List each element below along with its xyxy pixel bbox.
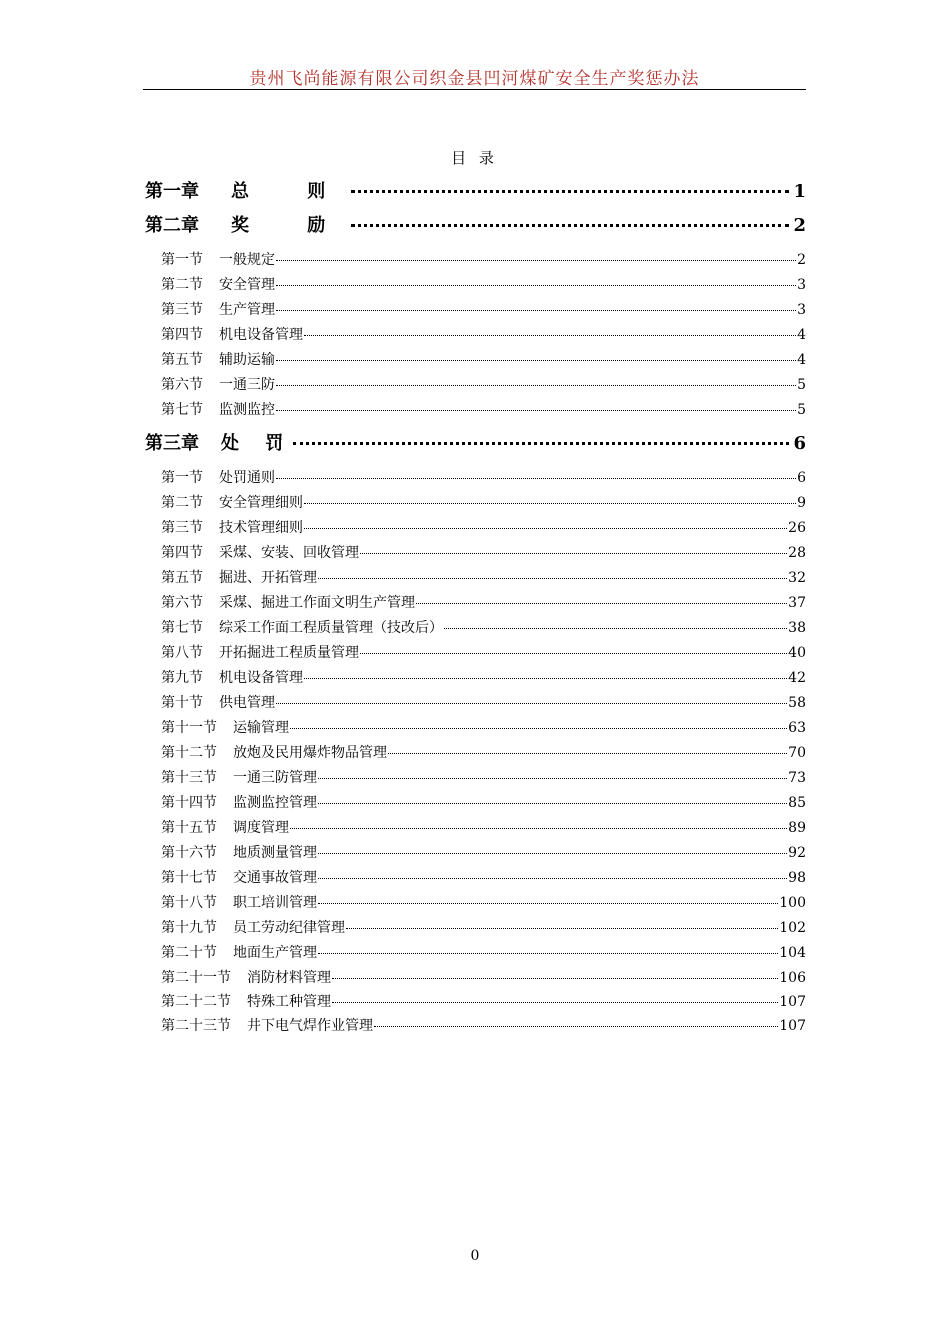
toc-entry-label: 奖 励 [231,215,352,236]
toc-entry-number: 第十九节 [161,920,217,936]
toc-section-entry[interactable] [161,918,806,938]
toc-entry-label: 综采工作面工程质量管理（技改后） [219,620,443,636]
toc-entry-page: 98 [788,870,806,886]
toc-entry-page: 3 [797,302,806,318]
toc-section-entry[interactable] [161,693,806,713]
toc-dot-leader [416,603,787,604]
toc-entry-label: 地面生产管理 [233,945,317,961]
toc-entry-label: 处 罚 [221,433,294,454]
toc-entry-page: 32 [788,570,806,586]
toc-entry-page: 6 [797,470,806,486]
toc-entry-label: 一通三防管理 [233,770,317,786]
toc-section-entry[interactable] [161,843,806,863]
toc-entry-number: 第二十一节 [161,970,231,986]
toc-entry-label: 调度管理 [233,820,289,836]
toc-dot-leader [360,653,787,654]
toc-entry-page: 4 [797,327,806,343]
toc-entry-page: 9 [797,495,806,511]
toc-dot-leader [290,828,787,829]
toc-entry-page: 63 [788,720,806,736]
toc-entry-label: 消防材料管理 [247,970,331,986]
toc-dot-leader [276,360,796,361]
toc-entry-label: 一般规定 [219,252,275,268]
toc-entry-label: 处罚通则 [219,470,275,486]
toc-entry-number: 第十八节 [161,895,217,911]
toc-section-entry[interactable] [161,543,806,563]
toc-entry-number: 第三节 [161,520,203,536]
toc-entry-label: 地质测量管理 [233,845,317,861]
toc-dot-leader [318,778,787,779]
toc-dot-leader [276,310,796,311]
toc-section-entry[interactable] [161,893,806,913]
toc-dot-leader [318,853,787,854]
toc-entry-label: 掘进、开拓管理 [219,570,317,586]
toc-dot-leader [318,903,778,904]
toc-entry-label: 交通事故管理 [233,870,317,886]
toc-entry-page: 38 [788,620,806,636]
toc-entry-page: 70 [788,745,806,761]
toc-entry-page: 26 [788,520,806,536]
toc-entry-label: 安全管理 [219,277,275,293]
toc-entry-number: 第五节 [161,352,203,368]
toc-section-entry[interactable] [161,793,806,813]
toc-entry-label: 监测监控 [219,402,275,418]
toc-entry-number: 第十七节 [161,870,217,886]
toc-chapter-entry[interactable] [145,180,806,204]
toc-dot-leader [304,528,787,529]
toc-entry-number: 第六节 [161,595,203,611]
toc-entry-page: 28 [788,545,806,561]
toc-chapter-entry[interactable] [145,214,806,238]
toc-entry-page: 1 [793,181,806,202]
toc-chapter-entry[interactable] [145,432,806,456]
toc-entry-page: 100 [779,895,806,911]
toc-entry-page: 73 [788,770,806,786]
toc-entry-label: 井下电气焊作业管理 [247,1018,373,1034]
toc-entry-number: 第七节 [161,402,203,418]
toc-entry-label: 生产管理 [219,302,275,318]
table-of-contents [143,0,806,1344]
toc-entry-page: 107 [779,994,806,1010]
toc-section-entry[interactable] [161,468,806,488]
toc-section-entry[interactable] [161,643,806,663]
toc-dot-leader [304,503,796,504]
toc-entry-number: 第四节 [161,327,203,343]
toc-section-entry[interactable] [161,400,806,420]
toc-entry-label: 运输管理 [233,720,289,736]
toc-entry-number: 第一章 [145,181,199,202]
toc-entry-number: 第二章 [145,215,199,236]
toc-entry-number: 第一节 [161,470,203,486]
toc-entry-label: 辅助运输 [219,352,275,368]
toc-entry-number: 第四节 [161,545,203,561]
toc-entry-number: 第十一节 [161,720,217,736]
toc-entry-number: 第二十节 [161,945,217,961]
toc-section-entry[interactable] [161,818,806,838]
toc-entry-number: 第三章 [145,433,199,454]
toc-entry-label: 采煤、安装、回收管理 [219,545,359,561]
toc-entry-number: 第九节 [161,670,203,686]
toc-section-entry[interactable] [161,568,806,588]
toc-dot-leader [304,335,796,336]
toc-section-entry[interactable] [161,325,806,345]
toc-section-entry[interactable] [161,868,806,888]
toc-entry-page: 58 [788,695,806,711]
toc-section-entry[interactable] [161,968,806,988]
toc-entry-page: 102 [779,920,806,936]
toc-entry-number: 第二十三节 [161,1018,231,1034]
toc-dot-leader [351,190,789,193]
toc-section-entry[interactable] [161,350,806,370]
toc-entry-page: 40 [788,645,806,661]
toc-dot-leader [276,260,796,261]
toc-entry-number: 第二十二节 [161,994,231,1010]
toc-entry-number: 第二节 [161,277,203,293]
toc-dot-leader [276,478,796,479]
toc-entry-page: 85 [788,795,806,811]
toc-entry-page: 2 [797,252,806,268]
toc-entry-page: 89 [788,820,806,836]
toc-entry-page: 6 [793,433,806,454]
toc-section-entry[interactable] [161,618,806,638]
toc-dot-leader [293,442,789,445]
toc-section-entry[interactable] [161,768,806,788]
toc-dot-leader [276,285,796,286]
toc-dot-leader [290,728,787,729]
toc-section-entry[interactable] [161,943,806,963]
toc-entry-number: 第一节 [161,252,203,268]
toc-dot-leader [351,224,789,227]
toc-entry-page: 5 [797,377,806,393]
toc-entry-label: 职工培训管理 [233,895,317,911]
toc-dot-leader [388,753,787,754]
toc-entry-label: 监测监控管理 [233,795,317,811]
toc-section-entry[interactable] [161,375,806,395]
toc-section-entry[interactable] [161,992,806,1012]
toc-entry-label: 供电管理 [219,695,275,711]
toc-section-entry[interactable] [161,250,806,270]
toc-entry-label: 总 则 [231,181,352,202]
toc-dot-leader [444,628,787,629]
toc-entry-number: 第二节 [161,495,203,511]
toc-entry-number: 第十六节 [161,845,217,861]
toc-dot-leader [332,978,778,979]
toc-entry-label: 技术管理细则 [219,520,303,536]
toc-entry-label: 员工劳动纪律管理 [233,920,345,936]
toc-entry-page: 37 [788,595,806,611]
toc-entry-number: 第十五节 [161,820,217,836]
toc-dot-leader [276,385,796,386]
toc-entry-number: 第六节 [161,377,203,393]
toc-dot-leader [318,803,787,804]
toc-section-entry[interactable] [161,718,806,738]
toc-entry-number: 第十三节 [161,770,217,786]
toc-entry-label: 安全管理细则 [219,495,303,511]
toc-entry-label: 开拓掘进工程质量管理 [219,645,359,661]
toc-entry-page: 92 [788,845,806,861]
toc-dot-leader [276,410,796,411]
toc-entry-page: 4 [797,352,806,368]
toc-dot-leader [332,1002,778,1003]
toc-dot-leader [304,678,787,679]
toc-entry-number: 第八节 [161,645,203,661]
toc-title: 目 录 [451,149,498,167]
toc-entry-number: 第十四节 [161,795,217,811]
toc-section-entry[interactable] [161,275,806,295]
toc-section-entry[interactable] [161,493,806,513]
toc-dot-leader [276,703,787,704]
toc-section-entry[interactable] [161,743,806,763]
toc-section-entry[interactable] [161,593,806,613]
toc-section-entry[interactable] [161,518,806,538]
toc-dot-leader [374,1026,778,1027]
toc-dot-leader [346,928,778,929]
toc-entry-number: 第十节 [161,695,203,711]
toc-entry-label: 特殊工种管理 [247,994,331,1010]
toc-section-entry[interactable] [161,300,806,320]
toc-entry-number: 第七节 [161,620,203,636]
toc-entry-label: 机电设备管理 [219,327,303,343]
document-header-title: 贵州飞尚能源有限公司织金县凹河煤矿安全生产奖惩办法 [249,69,700,89]
toc-dot-leader [318,953,778,954]
toc-entry-number: 第十二节 [161,745,217,761]
toc-entry-label: 放炮及民用爆炸物品管理 [233,745,387,761]
toc-dot-leader [360,553,787,554]
toc-entry-page: 2 [793,215,806,236]
toc-dot-leader [318,878,787,879]
toc-entry-number: 第三节 [161,302,203,318]
toc-dot-leader [318,578,787,579]
toc-section-entry[interactable] [161,1016,806,1036]
toc-entry-label: 机电设备管理 [219,670,303,686]
toc-section-entry[interactable] [161,668,806,688]
toc-entry-page: 3 [797,277,806,293]
toc-entry-page: 5 [797,402,806,418]
toc-entry-page: 107 [779,1018,806,1034]
toc-entry-page: 104 [779,945,806,961]
toc-entry-page: 42 [788,670,806,686]
toc-entry-label: 一通三防 [219,377,275,393]
toc-entry-page: 106 [779,970,806,986]
toc-entry-number: 第五节 [161,570,203,586]
page-number: 0 [470,1248,480,1264]
toc-entry-label: 采煤、掘进工作面文明生产管理 [219,595,415,611]
